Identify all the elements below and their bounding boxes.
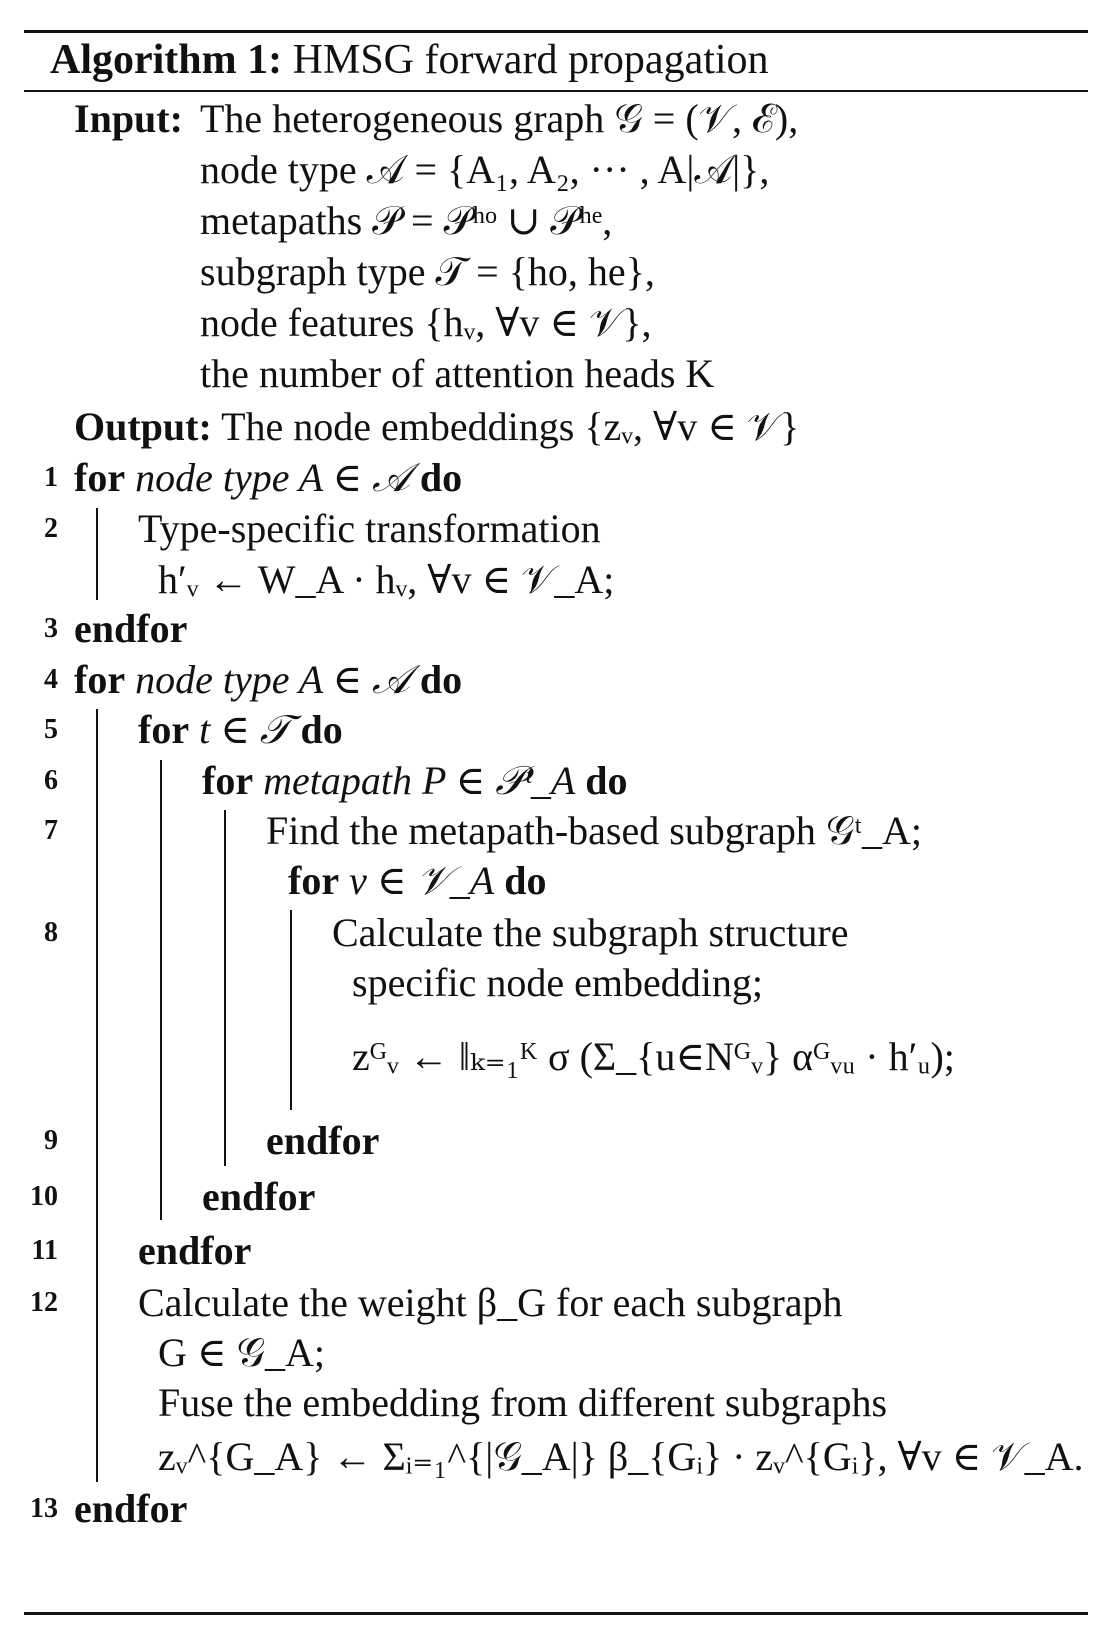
step-11 <box>138 1228 251 1274</box>
kw-endfor: endfor <box>74 1486 188 1531</box>
line-number-11: 11 <box>31 1235 58 1266</box>
step-8c-equation: zᴳᵥ ← ‖ₖ₌₁ᴷ σ (Σ_{u∈Nᴳᵥ} αᴳᵥᵤ · h′ᵤ); <box>352 1034 955 1079</box>
kw-do: do <box>504 858 547 903</box>
title-rule <box>24 90 1088 92</box>
input-line-6: the number of attention heads K <box>200 351 715 396</box>
input-line-2: node type 𝒜 = {A₁, A₂, ··· , A|𝒜|}, <box>200 147 770 192</box>
algorithm-label: Algorithm 1: <box>50 37 283 83</box>
step-6 <box>202 758 628 804</box>
line-number-8: 8 <box>44 917 58 948</box>
step-7: Find the metapath-based subgraph 𝒢ᵗ_A; <box>266 808 922 853</box>
input-line-3: metapaths 𝒫 = 𝒫ʰᵒ ∪ 𝒫ʰᵉ, <box>200 198 613 243</box>
input-line-1: The heterogeneous graph 𝒢 = (𝒱, ℰ), <box>200 96 799 141</box>
kw-endfor: endfor <box>74 606 188 651</box>
line-number-4: 4 <box>44 664 58 695</box>
output-text: The node embeddings {zᵥ, ∀v ∈ 𝒱} <box>221 404 800 449</box>
kw-for: for <box>138 707 190 752</box>
kw-do: do <box>300 707 343 752</box>
line-number-7: 7 <box>44 815 58 846</box>
step-5 <box>138 707 343 753</box>
step-8a: Calculate the subgraph structure <box>332 910 849 955</box>
block-bar <box>224 810 226 1166</box>
kw-for: for <box>74 657 126 702</box>
step-9 <box>266 1118 379 1164</box>
step-2a: Type-specific transformation <box>138 506 601 551</box>
step-13 <box>74 1486 187 1532</box>
loop-condition: t ∈ 𝒯 <box>199 707 291 752</box>
loop-condition: v ∈ 𝒱_A <box>349 858 495 903</box>
line-number-2: 2 <box>44 513 58 544</box>
line-number-13: 13 <box>30 1493 58 1524</box>
block-bar <box>96 508 98 600</box>
input-line-4: subgraph type 𝒯 = {ho, he}, <box>200 249 655 294</box>
algorithm-name: HMSG forward propagation <box>292 37 769 83</box>
step-4 <box>74 657 462 703</box>
input-line-5: node features {hᵥ, ∀v ∈ 𝒱}, <box>200 300 652 345</box>
line-number-5: 5 <box>44 714 58 745</box>
block-bar <box>96 709 98 1482</box>
line-number-3: 3 <box>44 613 58 644</box>
line-number-6: 6 <box>44 765 58 796</box>
kw-for: for <box>74 455 126 500</box>
step-12c: Fuse the embedding from different subgraphs <box>158 1380 888 1425</box>
kw-for: for <box>288 858 340 903</box>
kw-for: for <box>202 758 254 803</box>
step-1 <box>74 455 462 501</box>
step-12a: Calculate the weight β_G for each subgraph <box>138 1280 843 1325</box>
line-number-12: 12 <box>30 1287 58 1318</box>
output-label: Output: <box>74 404 212 449</box>
loop-condition: node type A ∈ 𝒜 <box>135 657 410 702</box>
step-3 <box>74 606 187 652</box>
line-number-10: 10 <box>30 1181 58 1212</box>
loop-condition: node type A ∈ 𝒜 <box>135 455 410 500</box>
algorithm-title <box>50 36 769 84</box>
step-12d-equation: zᵥ^{G_A} ← Σᵢ₌₁^{|𝒢_A|} β_{Gᵢ} · zᵥ^{Gᵢ}, ∀v ∈ 𝒱_A. <box>158 1434 1084 1479</box>
step-12b: G ∈ 𝒢_A; <box>158 1330 325 1375</box>
kw-do: do <box>585 758 628 803</box>
step-7b <box>288 858 546 904</box>
block-bar <box>290 910 292 1110</box>
kw-endfor: endfor <box>266 1118 380 1163</box>
step-8b: specific node embedding; <box>352 960 763 1005</box>
kw-do: do <box>419 657 463 702</box>
block-bar <box>160 760 162 1220</box>
kw-do: do <box>419 455 463 500</box>
loop-condition: metapath P ∈ 𝒫ᵗ_A <box>263 758 576 803</box>
input-label-line <box>74 96 183 142</box>
top-rule <box>24 30 1088 33</box>
line-number-9: 9 <box>44 1125 58 1156</box>
line-number-1: 1 <box>44 462 58 493</box>
kw-endfor: endfor <box>138 1228 252 1273</box>
step-10 <box>202 1174 315 1220</box>
step-2b: h′ᵥ ← W_A · hᵥ, ∀v ∈ 𝒱_A; <box>158 557 615 602</box>
input-label: Input: <box>74 96 183 141</box>
bottom-rule <box>24 1612 1088 1615</box>
kw-endfor: endfor <box>202 1174 316 1219</box>
output-line <box>74 404 799 450</box>
